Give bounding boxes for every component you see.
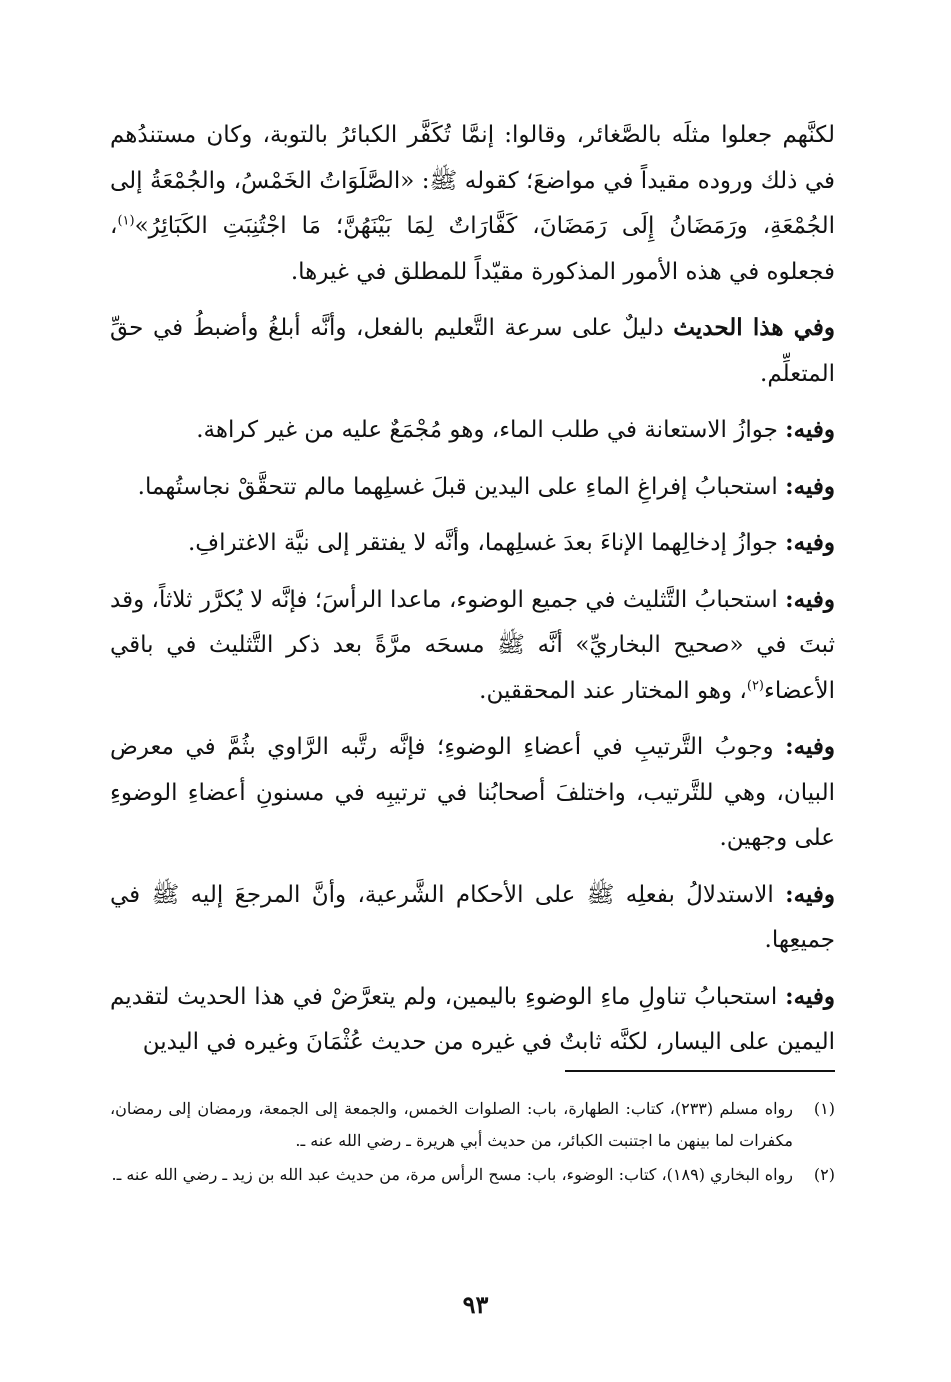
- footnote-ref-1[interactable]: (١): [117, 213, 135, 229]
- paragraph-5: [110, 520, 835, 567]
- footnote-text: رواه البخاري (١٨٩)، كتاب: الوضوء، باب: مسح الرأس مرة، من حديث عبد الله بن زيد ـ رضي الله عنه ـ.: [111, 1165, 793, 1184]
- paragraph-6: [110, 577, 835, 715]
- page-body: [110, 112, 835, 1076]
- paragraph-3: [110, 407, 835, 454]
- paragraph-8: [110, 872, 835, 964]
- paragraph-lead: وفيه:: [785, 733, 835, 760]
- paragraph-lead: وفيه:: [785, 880, 835, 908]
- paragraph-text: دليلٌ على سرعة التَّعليم بالفعل، وأنَّه أبلغُ وأضبطُ في حقِّ المتعلِّم.: [110, 315, 835, 387]
- paragraph-text: استحبابُ التَّثليث في جميع الوضوء، ماعدا الرأسَ؛ فإنَّه لا يُكرَّر ثلاثاً، وقد ثبتَ في «صحيح البخاريِّ» أنَّه ﷺ مسحَه مرَّةً بعد ذكر التَّثليث في باقي الأعضاء: [110, 586, 835, 704]
- footnote-text: رواه مسلم (٢٣٣)، كتاب: الطهارة، باب: الصلوات الخمس، والجمعة إلى الجمعة، ورمضان إلى رمضان، مكفرات لما بينهن ما اجتنبت الكبائر، من حديث أبي هريرة ـ رضي الله عنه ـ.: [110, 1099, 793, 1150]
- paragraph-text: استحبابُ تناولِ ماءِ الوضوءِ باليمين، ولم يتعرَّضْ في هذا الحديث لتقديم اليمين على اليسار، لكنَّه ثابتٌ في غيره من حديث عُثْمَانَ وغيره في اليدين: [110, 983, 835, 1055]
- paragraph-lead: وفيه:: [785, 585, 835, 613]
- paragraph-text-after: ، فجعلوه في هذه الأمور المذكورة مقيّداً للمطلق في غيرها.: [110, 213, 835, 285]
- paragraph-text: لكنَّهم جعلوا مثلَه بالصَّغائر، وقالوا: إنمَّا تُكَفَّر الكبائرُ بالتوبة، وكان مستندُهم في ذلك وروده مقيداً في مواضعَ؛ كقوله ﷺ: «الصَّلَوَاتُ الخَمْسُ، والجُمْعَةُ إلى الجُمْعَةِ، ورَمَضَانُ إِلَى رَمَضَانَ، كَفَّارَاتٌ لِمَا بَيْنَهُنَّ؛ مَا اجْتُنِبَتِ الكَبَائِرُ»: [110, 122, 835, 239]
- paragraph-lead: وفيه:: [785, 982, 835, 1010]
- paragraph-text: جوازُ إدخالِهما الإناءَ بعدَ غسلِهما، وأنَّه لا يفتقر إلى نيَّة الاغترافِ.: [187, 530, 786, 556]
- paragraph-1: [110, 112, 835, 295]
- paragraph-text: وجوبُ التَّرتيبِ في أعضاءِ الوضوءِ؛ فإنَّه رتَّبه الرَّاوي بثُمَّ في معرض البيان، وهي للتَّرتيب، واختلفَ أصحابُنا في ترتيبِه في مسنونِ أعضاءِ الوضوءِ على وجهين.: [110, 734, 835, 851]
- paragraph-lead: وفيه:: [785, 529, 835, 556]
- footnotes-section: [110, 1093, 835, 1193]
- paragraph-9: [110, 974, 835, 1066]
- footnote-number: (٢): [813, 1165, 835, 1184]
- footnote-1: [110, 1093, 835, 1157]
- footnote-ref-2[interactable]: (٢): [746, 677, 764, 693]
- paragraph-text: الاستدلالُ بفعلِه ﷺ على الأحكام الشَّرعية، وأنَّ المرجعَ إليه ﷺ في جميعِها.: [110, 881, 835, 953]
- paragraph-lead: وفي هذا الحديث: [673, 314, 835, 341]
- main-text: [110, 112, 835, 1066]
- paragraph-lead: وفيه:: [785, 416, 835, 443]
- paragraph-text: جوازُ الاستعانة في طلب الماء، وهو مُجْمَعٌ عليه من غير كراهة.: [196, 417, 786, 443]
- paragraph-7: [110, 724, 835, 862]
- paragraph-4: [110, 464, 835, 511]
- footnote-number: (١): [813, 1099, 835, 1118]
- footnote-divider: [565, 1070, 835, 1072]
- paragraph-text: استحبابُ إفراغِ الماءِ على اليدين قبلَ غسلِهما مالم تتحقَّقْ نجاستُهما.: [137, 473, 786, 500]
- paragraph-2: [110, 305, 835, 397]
- page-number: ٩٣: [462, 1290, 489, 1319]
- paragraph-lead: وفيه:: [785, 472, 835, 500]
- paragraph-text-after: ، وهو المختار عند المحققين.: [479, 677, 747, 704]
- footnote-2: [110, 1159, 835, 1191]
